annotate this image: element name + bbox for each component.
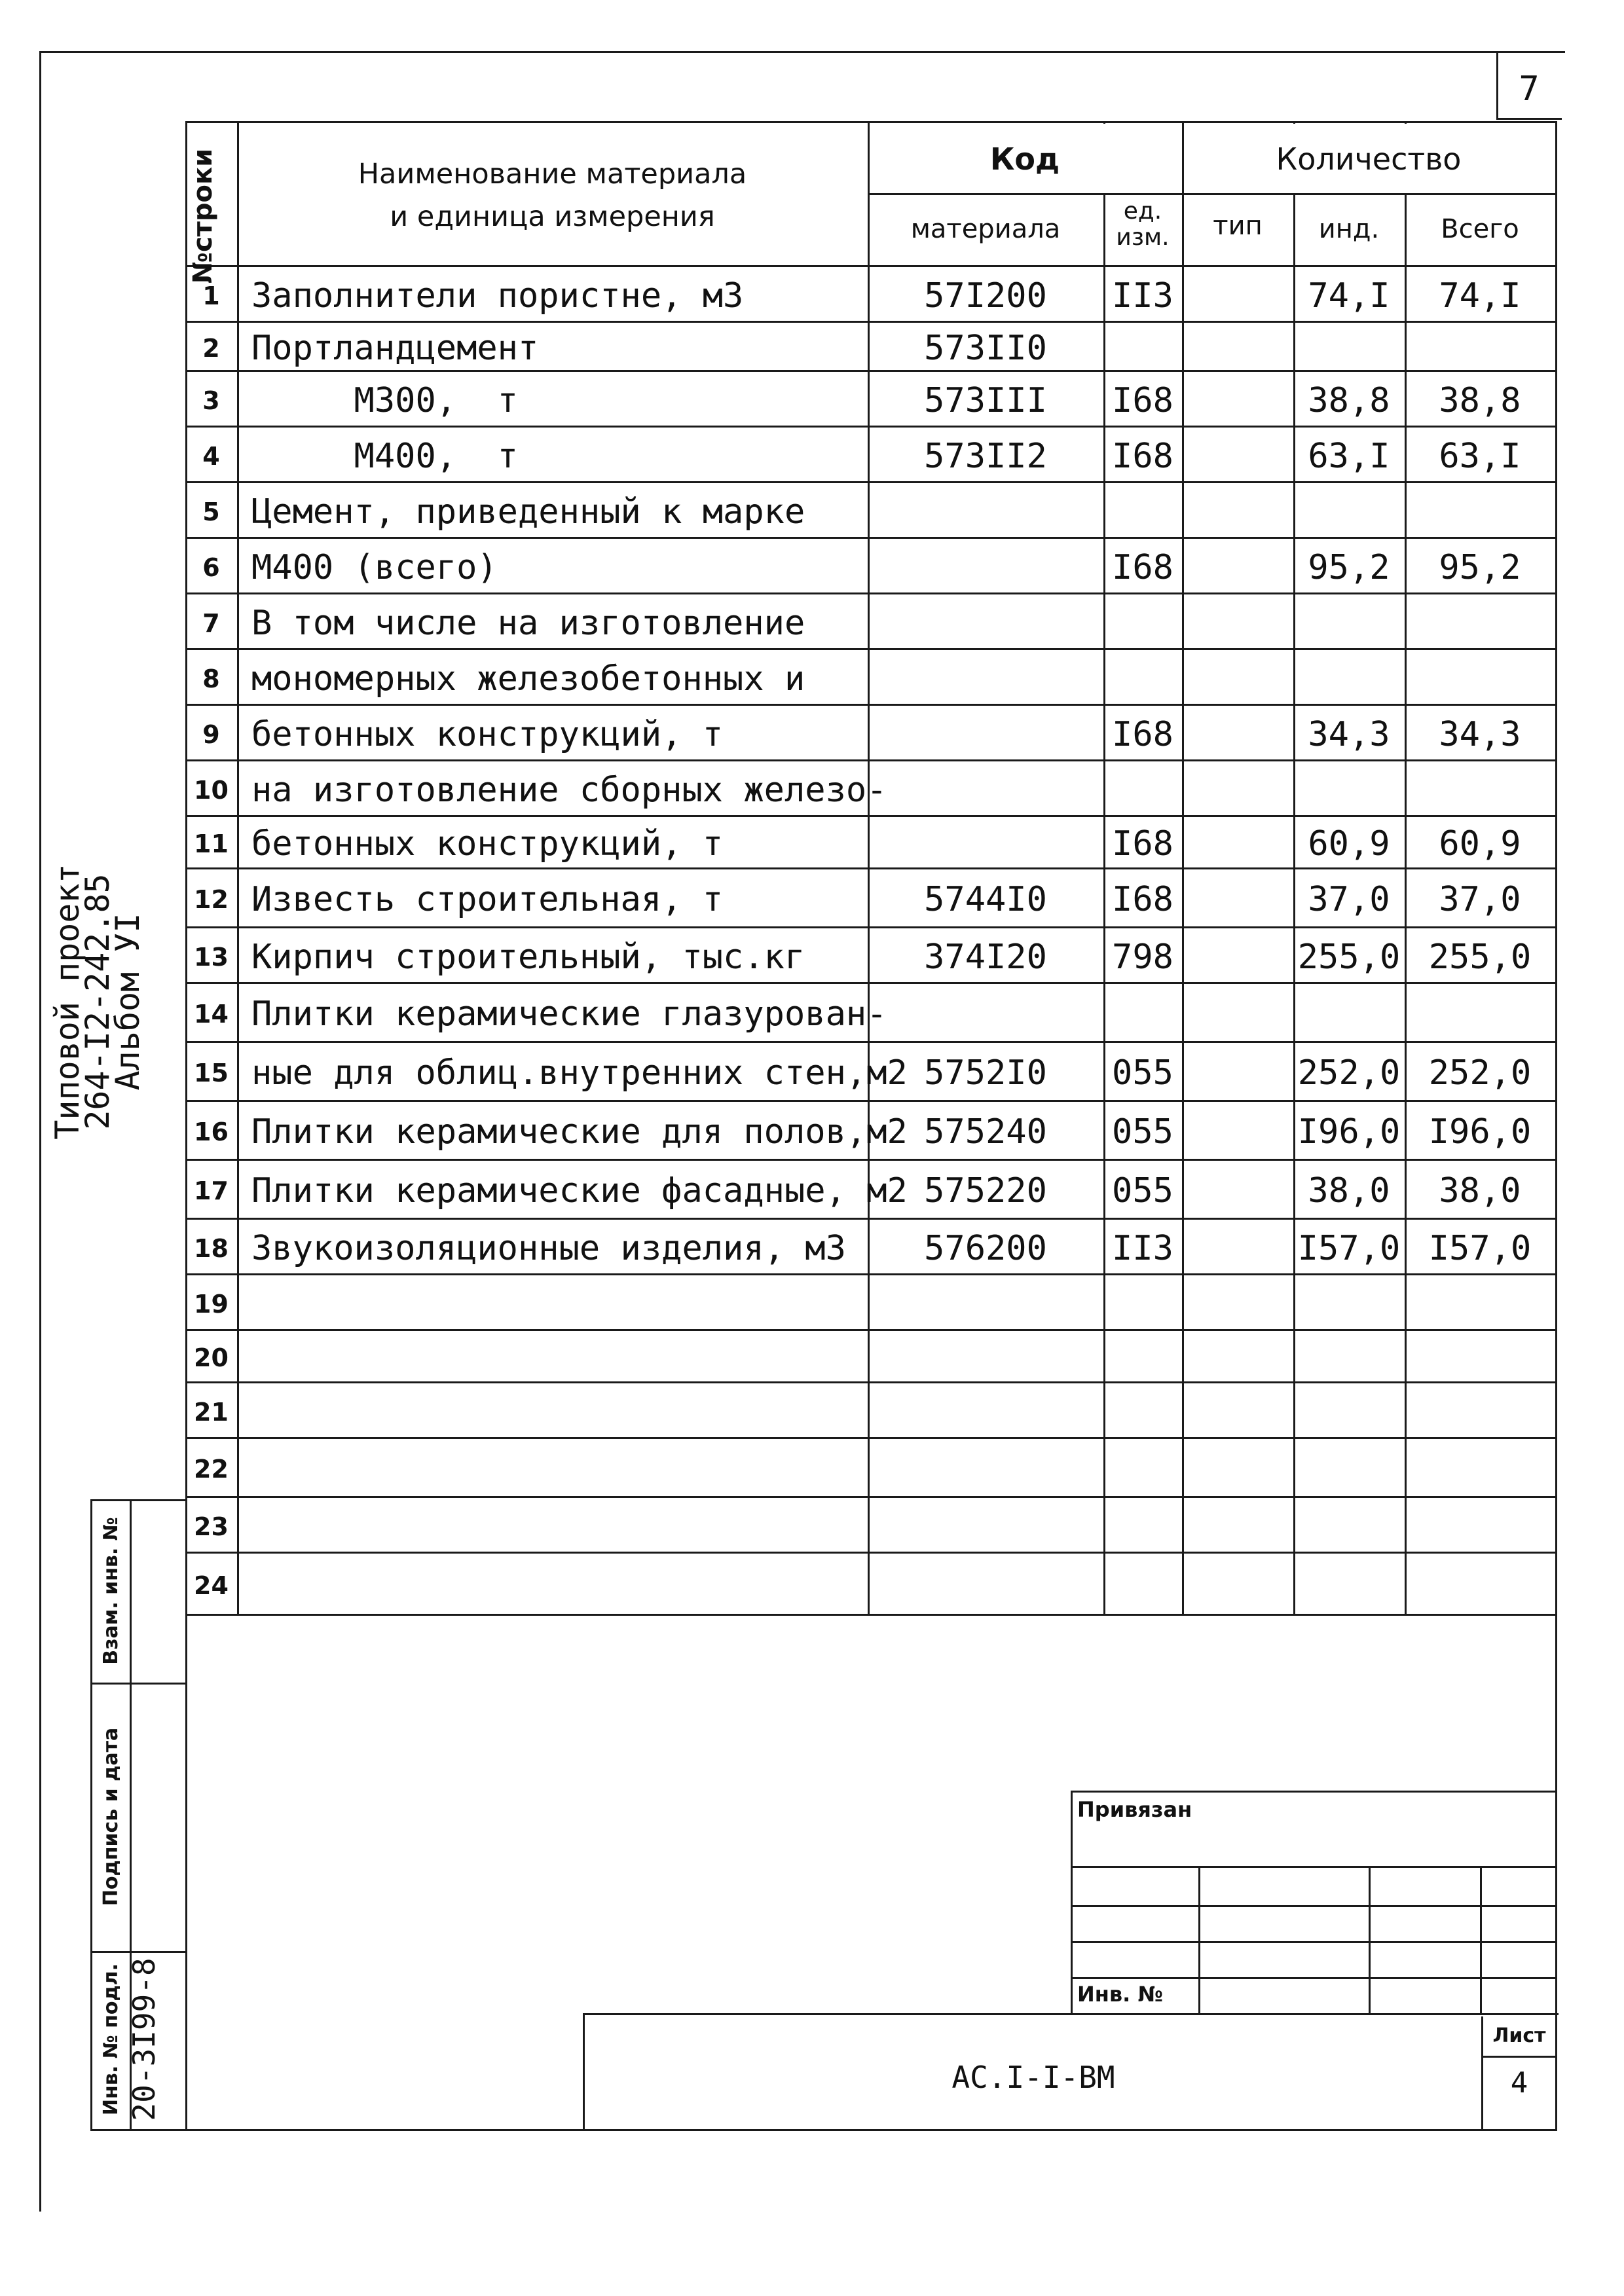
row-rule [185, 1159, 1555, 1161]
row-rule [185, 1381, 1555, 1383]
cell-mat: 5744I0 [924, 880, 1047, 919]
cell-name: бетонных конструкций, т [251, 824, 724, 864]
cell-ind: 74,I [1308, 276, 1390, 316]
row-rule [185, 592, 1555, 594]
stamp-privyazan: Привязан [1077, 1797, 1192, 1822]
cell-name: на изготовление сборных железо- [251, 770, 887, 810]
header-qty-ind: инд. [1318, 214, 1380, 244]
cell-ind: I57,0 [1297, 1228, 1401, 1268]
header-quantity: Количество [1276, 141, 1462, 177]
cell-ind: 255,0 [1297, 937, 1401, 977]
cell-name: мономерных железобетонных и [251, 659, 805, 699]
cell-ind: 95,2 [1308, 547, 1390, 587]
cell-unit: I68 [1112, 714, 1173, 754]
cell-ind: 34,3 [1308, 714, 1390, 754]
column-rule [1405, 121, 1407, 1616]
row-number: 24 [194, 1571, 229, 1600]
frame-top [39, 51, 1565, 53]
page-number: 7 [1519, 69, 1540, 109]
row-rule [185, 481, 1555, 483]
header-qty-total: Всего [1441, 214, 1519, 244]
cell-mat: 573II2 [924, 436, 1047, 476]
stamp-sheet-no: 4 [1510, 2066, 1528, 2100]
cell-total: 74,I [1439, 276, 1521, 316]
cell-mat: 573III [924, 380, 1047, 420]
row-rule [185, 982, 1555, 984]
cell-name: В том числе на изготовление [251, 603, 805, 643]
row-number: 9 [202, 720, 220, 749]
row-number: 12 [194, 885, 229, 914]
header-row-no: №строки [188, 148, 218, 284]
cell-unit: II3 [1112, 1228, 1173, 1268]
cell-total: I57,0 [1428, 1228, 1532, 1268]
row-rule [185, 926, 1555, 928]
row-number: 6 [202, 553, 220, 582]
column-rule [1293, 121, 1295, 1616]
row-rule [185, 1614, 1555, 1616]
header-name-line1: Наименование материала [358, 158, 747, 191]
cell-mat: 575240 [924, 1112, 1047, 1152]
cell-total: 255,0 [1428, 937, 1532, 977]
cell-mat: 576200 [924, 1228, 1047, 1268]
strip-podpis-data: Подпись и дата [100, 1727, 122, 1906]
row-number: 23 [194, 1512, 229, 1541]
stamp-code: АС.I-I-ВМ [951, 2060, 1115, 2095]
column-rule [1182, 121, 1184, 1616]
cell-name: Плитки керамические глазурован- [251, 994, 887, 1034]
header-code-unit-1: ед. [1123, 198, 1162, 225]
row-number: 1 [202, 281, 220, 310]
cell-total: 37,0 [1439, 880, 1521, 919]
cell-mat: 5752I0 [924, 1053, 1047, 1093]
lower-frame-bottom [185, 2129, 1555, 2131]
cell-ind: 37,0 [1308, 880, 1390, 919]
stamp-inv-no: Инв. № [1077, 1982, 1163, 2007]
cell-name: Цемент, приведенный к марке [251, 492, 805, 532]
row-rule [185, 265, 1555, 267]
cell-name: Портландцемент [251, 328, 539, 368]
row-number: 2 [202, 333, 220, 363]
cell-name: М300, т [251, 380, 518, 420]
row-rule [185, 1437, 1555, 1439]
cell-mat: 575220 [924, 1171, 1047, 1211]
cell-name: Кирпич строительный, тыс.кг [251, 937, 805, 977]
cell-unit: I68 [1112, 824, 1173, 864]
cell-name: М400, т [251, 436, 518, 476]
cell-ind: 60,9 [1308, 824, 1390, 864]
cell-total: 34,3 [1439, 714, 1521, 754]
row-rule [185, 1273, 1555, 1275]
row-rule [185, 321, 1555, 323]
row-rule [185, 537, 1555, 539]
row-number: 7 [202, 608, 220, 638]
row-number: 4 [202, 441, 220, 471]
header-split-rule [868, 193, 1555, 195]
row-rule [185, 867, 1555, 869]
cell-total: 38,0 [1439, 1171, 1521, 1211]
cell-unit: I68 [1112, 436, 1173, 476]
row-rule [185, 759, 1555, 761]
row-number: 8 [202, 664, 220, 693]
row-number: 17 [194, 1176, 229, 1205]
row-number: 14 [194, 1000, 229, 1029]
column-rule [1103, 121, 1105, 1616]
row-rule [185, 1100, 1555, 1102]
cell-unit: 055 [1112, 1171, 1173, 1211]
row-rule [185, 426, 1555, 428]
strip-vzam-inv: Взам. инв. № [100, 1517, 122, 1665]
header-qty-type: тип [1213, 211, 1263, 241]
cell-unit: 055 [1112, 1112, 1173, 1152]
header-code-material: материала [910, 214, 1061, 244]
side-title: Типовой проект 264-I2-242.85 Альбом УI [48, 864, 147, 1140]
cell-total: 63,I [1439, 436, 1521, 476]
cell-name: Звукоизоляционные изделия, м3 [251, 1228, 846, 1268]
header-code-unit-2: изм. [1116, 224, 1170, 251]
row-number: 19 [194, 1289, 229, 1319]
row-number: 10 [194, 775, 229, 805]
row-number: 15 [194, 1059, 229, 1087]
table-top-rule [185, 121, 1555, 123]
row-rule [185, 648, 1555, 650]
cell-unit: II3 [1112, 276, 1173, 316]
cell-ind: I96,0 [1297, 1112, 1401, 1152]
row-number: 13 [194, 942, 229, 972]
row-rule [185, 815, 1555, 817]
cell-mat: 573II0 [924, 328, 1047, 368]
header-name-line2: и единица измерения [390, 200, 715, 233]
row-rule [185, 1218, 1555, 1220]
row-number: 18 [194, 1233, 229, 1263]
cell-name: ные для облиц.внутренних стен,м2 [251, 1053, 908, 1093]
cell-name: Плитки керамические фасадные, м2 [251, 1171, 908, 1211]
cell-name: бетонных конструкций, т [251, 714, 724, 754]
cell-total: 252,0 [1428, 1053, 1532, 1093]
cell-name: Заполнители пористне, м3 [251, 276, 744, 316]
lower-frame-left [185, 1614, 187, 2131]
cell-ind: 38,8 [1308, 380, 1390, 420]
strip-inv-podl-value: 20-3I99-8 [126, 1958, 162, 2121]
row-rule [185, 1552, 1555, 1554]
lower-frame-right [1555, 1614, 1557, 2131]
row-number: 16 [194, 1118, 229, 1146]
cell-mat: 374I20 [924, 937, 1047, 977]
cell-total: 60,9 [1439, 824, 1521, 864]
column-rule [1555, 121, 1557, 1616]
cell-unit: I68 [1112, 380, 1173, 420]
cell-total: 95,2 [1439, 547, 1521, 587]
cell-name: Известь строительная, т [251, 880, 724, 919]
cell-ind: 38,0 [1308, 1171, 1390, 1211]
frame-left [39, 51, 41, 2212]
row-number: 11 [194, 829, 229, 858]
cell-ind: 63,I [1308, 436, 1390, 476]
cell-name: М400 (всего) [251, 547, 498, 587]
cell-ind: 252,0 [1297, 1053, 1401, 1093]
row-rule [185, 1041, 1555, 1043]
cell-name: Плитки керамические для полов,м2 [251, 1112, 908, 1152]
header-code: Код [989, 141, 1060, 177]
row-rule [185, 1496, 1555, 1498]
cell-unit: 798 [1112, 937, 1173, 977]
row-number: 3 [202, 386, 220, 415]
row-number: 5 [202, 497, 220, 526]
row-rule [185, 1329, 1555, 1331]
cell-unit: I68 [1112, 880, 1173, 919]
cell-mat: 57I200 [924, 276, 1047, 316]
cell-unit: 055 [1112, 1053, 1173, 1093]
row-rule [185, 370, 1555, 372]
row-rule [185, 704, 1555, 706]
row-number: 21 [194, 1397, 229, 1427]
row-number: 22 [194, 1455, 229, 1484]
cell-total: 38,8 [1439, 380, 1521, 420]
cell-total: I96,0 [1428, 1112, 1532, 1152]
cell-unit: I68 [1112, 547, 1173, 587]
stamp-sheet-label: Лист [1492, 2024, 1546, 2047]
strip-inv-podl: Инв. № подл. [100, 1963, 122, 2116]
row-number: 20 [194, 1343, 229, 1372]
